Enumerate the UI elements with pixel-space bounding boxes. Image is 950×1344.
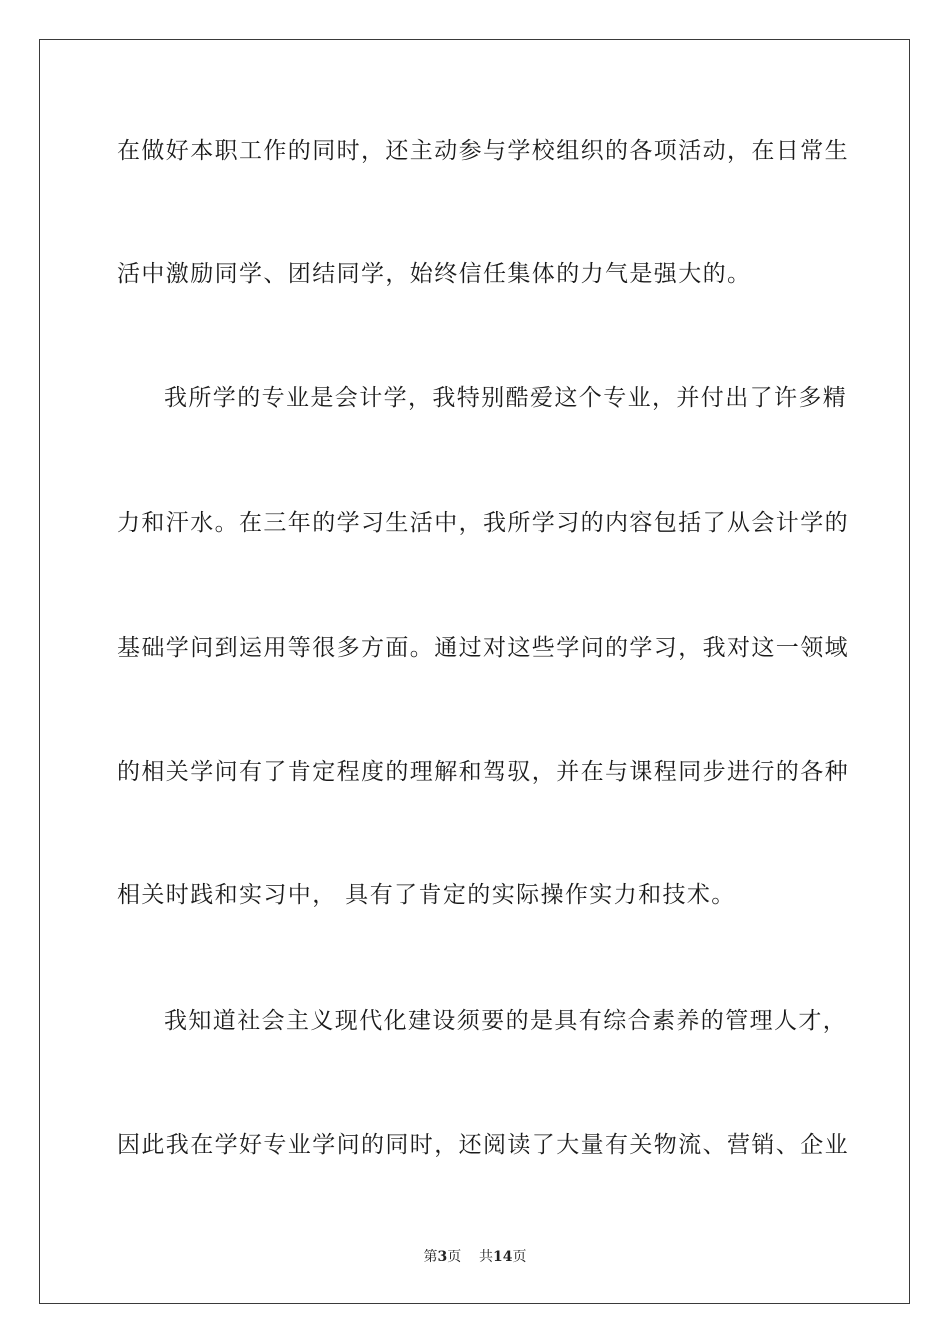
text-line-2: 活中激励同学、团结同学，始终信任集体的力气是强大的。 [117, 261, 752, 287]
page-label-suffix: 页 [447, 1249, 462, 1265]
page-border [39, 39, 910, 1304]
text-line-5: 基础学问到运用等很多方面。通过对这些学问的学习，我对这一领域 [117, 635, 849, 661]
page-footer [0, 1248, 950, 1266]
text-line-1: 在做好本职工作的同时，还主动参与学校组织的各项活动，在日常生 [117, 138, 849, 164]
text-line-6: 的相关学问有了肯定程度的理解和驾驭，并在与课程同步进行的各种 [117, 759, 849, 785]
total-pages: 14 [493, 1249, 513, 1265]
text-line-4: 力和汗水。在三年的学习生活中，我所学习的内容包括了从会计学的 [117, 510, 849, 536]
text-line-9: 因此我在学好专业学问的同时，还阅读了大量有关物流、营销、企业 [117, 1132, 849, 1158]
text-line-3: 我所学的专业是会计学，我特别酷爱这个专业，并付出了许多精 [164, 385, 848, 411]
total-label-suffix: 页 [512, 1249, 527, 1265]
text-line-8: 我知道社会主义现代化建设须要的是具有综合素养的管理人才， [164, 1008, 848, 1034]
page-label-prefix: 第 [423, 1249, 438, 1265]
total-label-prefix: 共 [479, 1249, 494, 1265]
text-line-7: 相关时践和实习中， 具有了肯定的实际操作实力和技术。 [117, 882, 736, 908]
page-number: 3 [437, 1249, 448, 1265]
